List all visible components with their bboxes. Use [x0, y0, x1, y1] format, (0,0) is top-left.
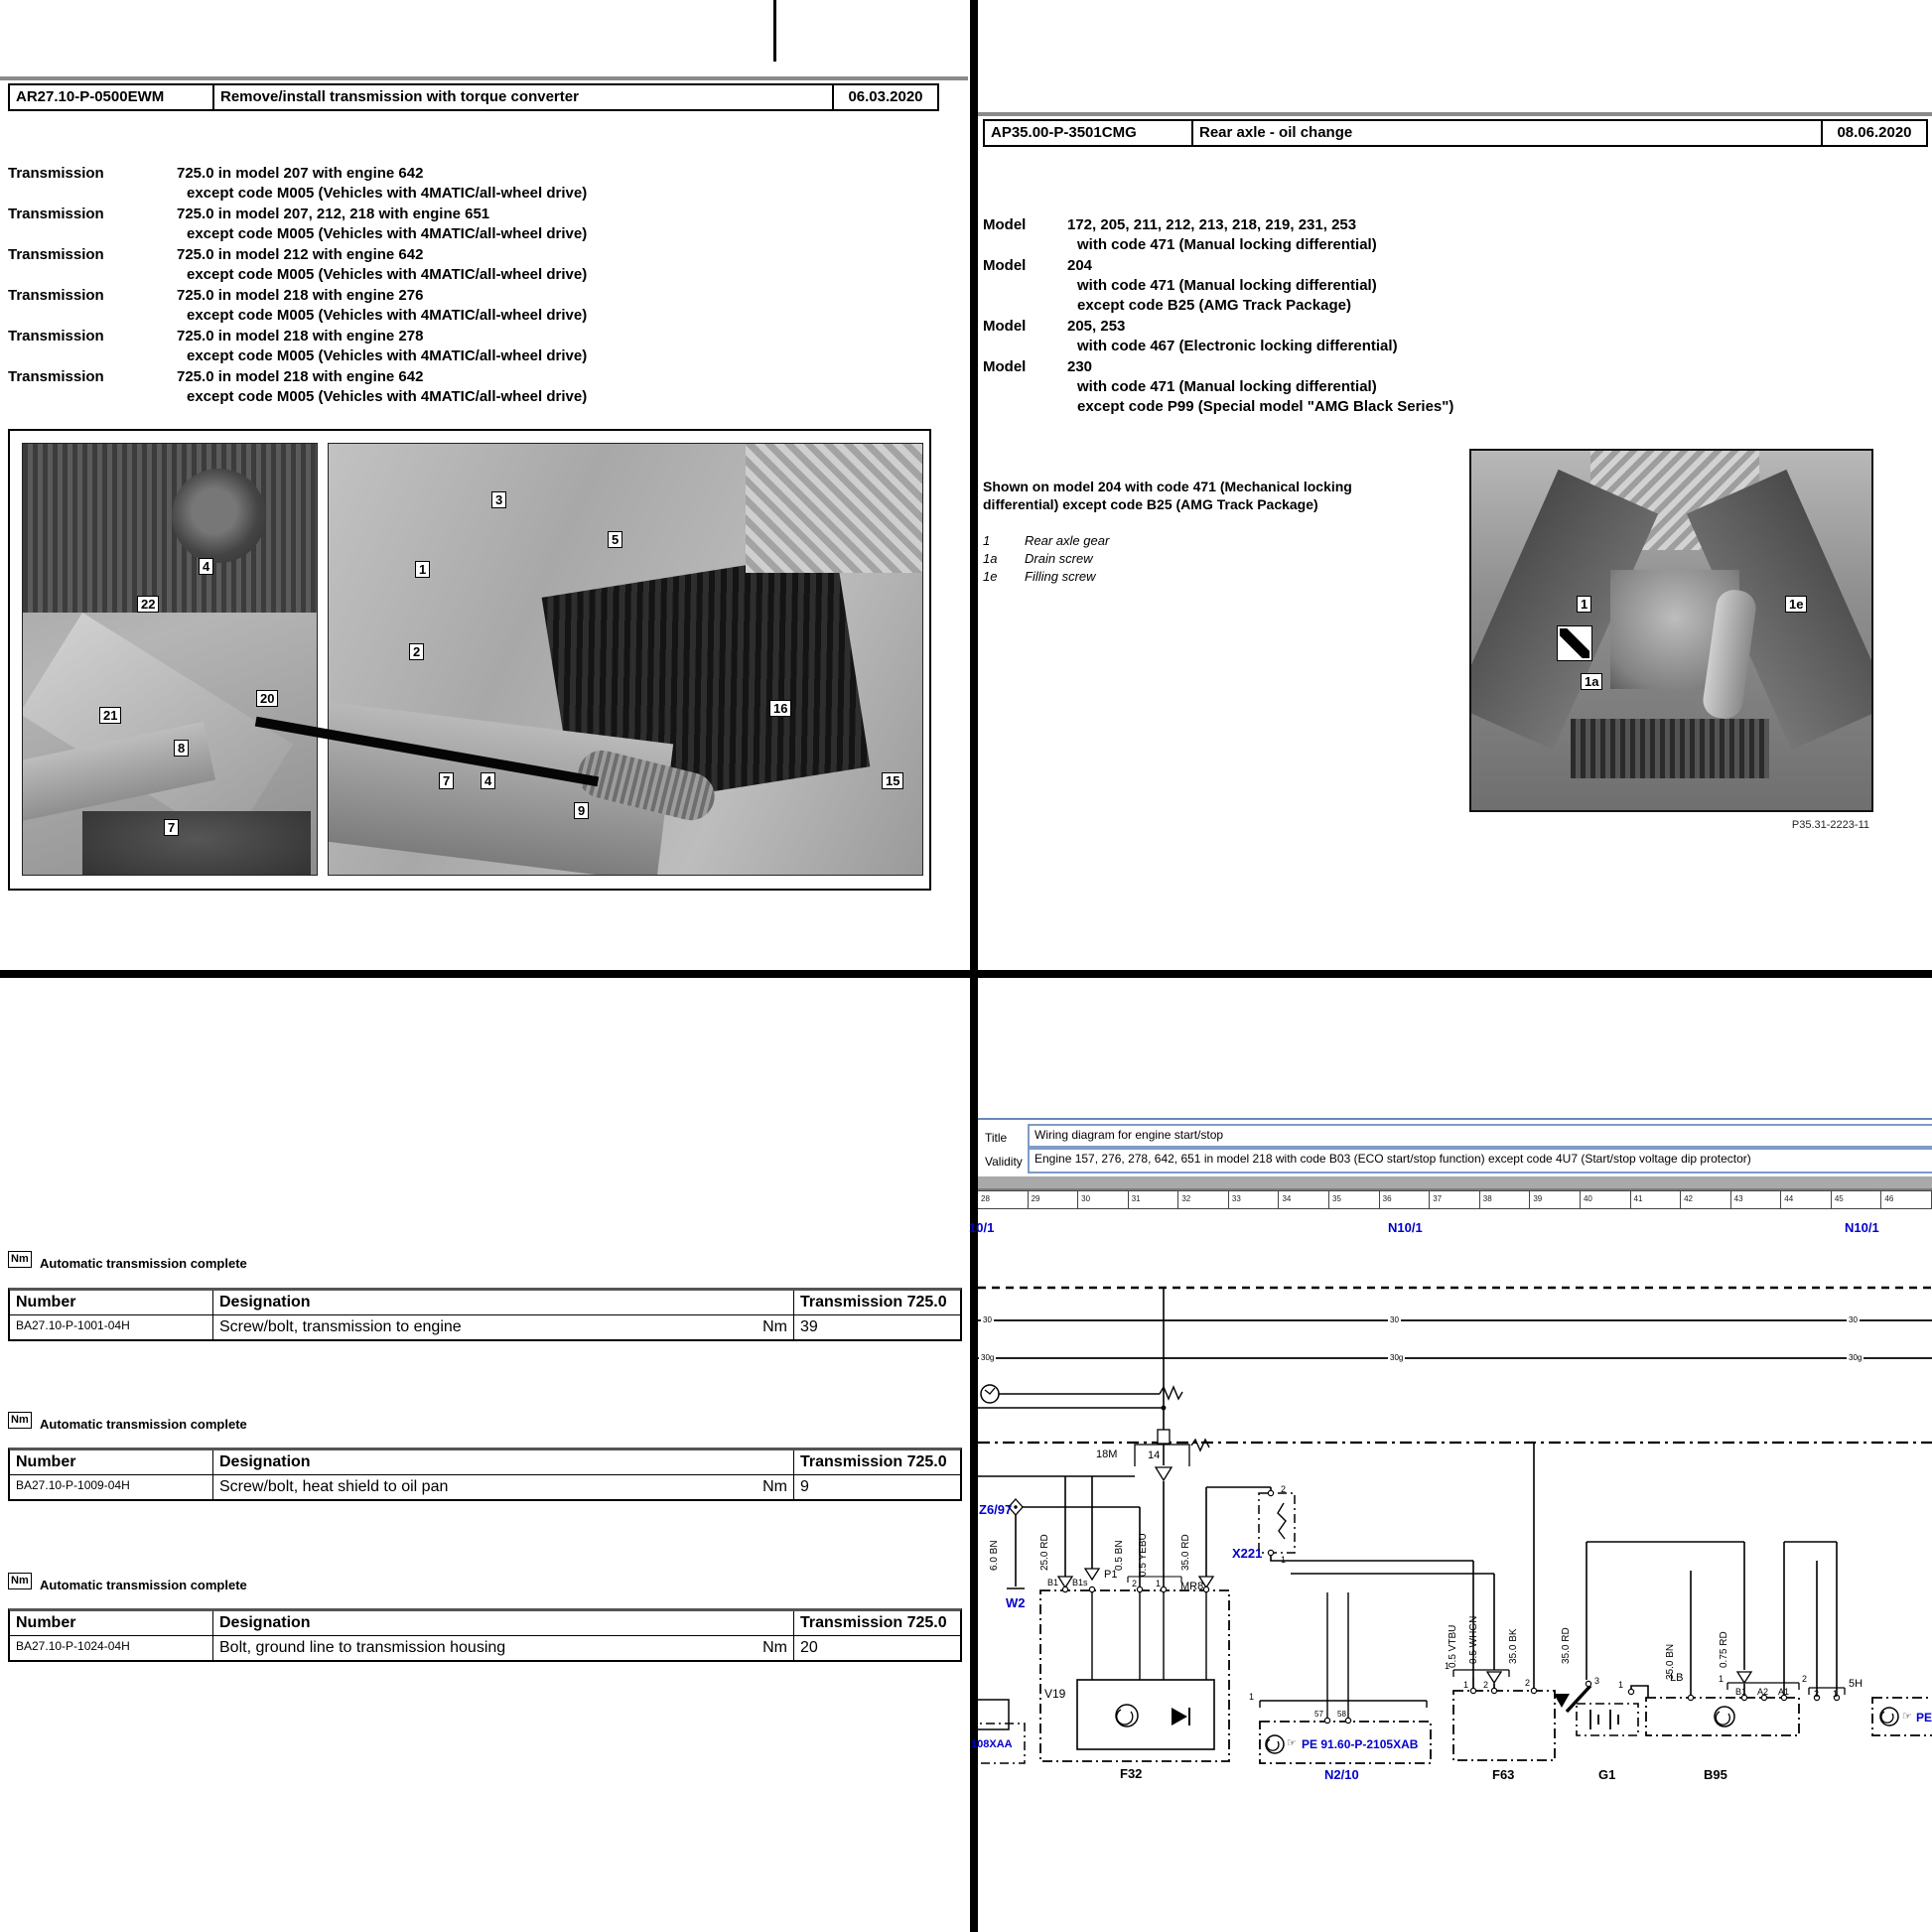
- torque-table: [8, 1608, 962, 1662]
- nm-unit-badge: Nm: [8, 1412, 32, 1429]
- photo-texture: [82, 811, 311, 876]
- reference-link-pe2[interactable]: PE: [1916, 1711, 1932, 1725]
- model-label: Model: [983, 358, 1027, 375]
- table-header-row: [10, 1291, 960, 1315]
- node-label-n101-mid: N10/1: [1388, 1220, 1423, 1235]
- callout: 7: [439, 772, 454, 789]
- legend-key: 1a: [983, 551, 998, 566]
- col-number: Number: [10, 1450, 213, 1475]
- pin-label: B1: [1735, 1687, 1747, 1697]
- cell-value: 9: [800, 1478, 809, 1495]
- ruler-tick: 40: [1581, 1191, 1631, 1208]
- col-number: Number: [10, 1291, 213, 1315]
- component-label-f63: F63: [1492, 1767, 1515, 1782]
- doc-title: Remove/install transmission with torque converter: [214, 85, 834, 109]
- component-label-b95: B95: [1704, 1767, 1727, 1782]
- pin-label-b1s: B1s: [1072, 1578, 1088, 1587]
- cell-value: 20: [800, 1639, 818, 1656]
- doc-date: 08.06.2020: [1837, 124, 1912, 141]
- callout: 9: [574, 802, 589, 819]
- ruler-tick: 37: [1430, 1191, 1480, 1208]
- model-label: Model: [983, 257, 1027, 274]
- pin-label: 3: [1594, 1676, 1600, 1686]
- col-designation: Designation: [213, 1611, 794, 1636]
- col-number: Number: [10, 1611, 213, 1636]
- cell-designation: [213, 1636, 794, 1660]
- validity-label: Validity: [985, 1155, 1023, 1169]
- bus-30g-label: 30g: [1849, 1353, 1863, 1362]
- callout: 7: [164, 819, 179, 836]
- pin-label-57: 57: [1314, 1710, 1323, 1719]
- spec-label: Transmission: [8, 165, 104, 182]
- pin-label-mr8: MR8: [1180, 1581, 1204, 1592]
- wire-label: 0.5 VTBU: [1448, 1624, 1458, 1668]
- wire-label: 35.0 RD: [1180, 1534, 1191, 1571]
- column-ruler: [978, 1190, 1932, 1209]
- q2-doc-header: [983, 119, 1928, 147]
- nm-unit-badge: Nm: [8, 1251, 32, 1268]
- callout: 4: [481, 772, 495, 789]
- pin-label-p1: P1: [1104, 1569, 1118, 1581]
- pin-label: A2: [1757, 1687, 1769, 1697]
- wire-label: 0.5 BN: [1114, 1540, 1125, 1571]
- spec-label: Transmission: [8, 206, 104, 222]
- pin-label: 1: [1463, 1680, 1469, 1690]
- model-sub: with code 471 (Manual locking differential): [1077, 378, 1377, 395]
- doc-date: 06.03.2020: [848, 88, 923, 105]
- spec-label: Transmission: [8, 368, 104, 385]
- component-label-w2: W2: [1006, 1595, 1026, 1610]
- photo-texture: [23, 444, 317, 613]
- q4-top-rule: [978, 1118, 1932, 1120]
- torque-table: [8, 1448, 962, 1501]
- model-sub: except code B25 (AMG Track Package): [1077, 297, 1351, 314]
- cell-number: BA27.10-P-1001-04H: [10, 1315, 213, 1339]
- node-label-n101-right: N10/1: [1845, 1220, 1879, 1235]
- pin-label-lb: LB: [1670, 1672, 1684, 1684]
- callout: 4: [199, 558, 213, 575]
- spec-label: Transmission: [8, 246, 104, 263]
- component-label-n210: N2/10: [1324, 1767, 1359, 1782]
- bus-30-label: 30: [983, 1315, 992, 1324]
- spec-value: 725.0 in model 212 with engine 642: [177, 246, 424, 263]
- wire-label: 0.5 WHGN: [1468, 1615, 1479, 1664]
- pointer-icon: ☞: [1287, 1737, 1297, 1749]
- q1-photo-left: [22, 443, 318, 876]
- schematic-lines: [978, 1213, 1932, 1932]
- designation-text: Screw/bolt, heat shield to oil pan: [219, 1478, 449, 1495]
- bracket-label: 1: [1445, 1661, 1450, 1671]
- ruler-tick: 41: [1631, 1191, 1682, 1208]
- callout: 8: [174, 740, 189, 757]
- bus-30-label: 30: [1390, 1315, 1399, 1324]
- ruler-tick: 36: [1380, 1191, 1431, 1208]
- pin-label: 2: [1483, 1680, 1489, 1690]
- component-label-g1: G1: [1598, 1767, 1616, 1782]
- ruler-tick: 30: [1078, 1191, 1129, 1208]
- cell-designation: [213, 1315, 794, 1339]
- model-sub: with code 467 (Electronic locking differential): [1077, 338, 1398, 354]
- nm-unit-badge: Nm: [8, 1573, 32, 1589]
- table-header-row: [10, 1450, 960, 1475]
- col-transmission: Transmission 725.0: [794, 1611, 960, 1636]
- title-label: Title: [985, 1131, 1008, 1145]
- top-page-edge-line: [773, 0, 776, 62]
- ruler-tick: 33: [1229, 1191, 1280, 1208]
- spec-value: 725.0 in model 218 with engine 276: [177, 287, 424, 304]
- callout: 2: [409, 643, 424, 660]
- title-input[interactable]: Wiring diagram for engine start/stop: [1028, 1124, 1932, 1148]
- pin-label: 1: [1833, 1689, 1839, 1699]
- callout: 1e: [1785, 596, 1807, 613]
- designation-text: Screw/bolt, transmission to engine: [219, 1318, 462, 1335]
- ruler-tick: 43: [1731, 1191, 1782, 1208]
- model-value: 230: [1067, 358, 1093, 375]
- callout: 15: [882, 772, 903, 789]
- photo-texture: [746, 444, 923, 573]
- bus-30g-label: 30g: [981, 1353, 995, 1362]
- col-transmission: Transmission 725.0: [794, 1450, 960, 1475]
- q2-top-rule: [978, 112, 1932, 116]
- fuse-label-14: 14: [1148, 1449, 1161, 1461]
- section-title: Automatic transmission complete: [40, 1578, 247, 1592]
- spec-except: except code M005 (Vehicles with 4MATIC/all-wheel drive): [187, 388, 588, 405]
- spec-value: 725.0 in model 207 with engine 642: [177, 165, 424, 182]
- component-label-v19: V19: [1044, 1687, 1066, 1701]
- callout: 1: [415, 561, 430, 578]
- ruler-tick: 31: [1129, 1191, 1179, 1208]
- photo-texture: [1571, 719, 1769, 778]
- callout: 5: [608, 531, 622, 548]
- vertical-divider: [970, 0, 978, 1932]
- ruler-tick: 42: [1681, 1191, 1731, 1208]
- q1-top-rule: [0, 76, 968, 80]
- component-label-f32: F32: [1120, 1766, 1143, 1781]
- pointer-icon: ☞: [1902, 1711, 1912, 1723]
- col-transmission: Transmission 725.0: [794, 1291, 960, 1315]
- wire-label: 0.75 RD: [1719, 1631, 1729, 1668]
- legend-desc: Drain screw: [1025, 551, 1093, 566]
- callout: 16: [769, 700, 791, 717]
- unit-text: Nm: [762, 1318, 787, 1335]
- table-header-row: [10, 1611, 960, 1636]
- torque-table: [8, 1288, 962, 1341]
- bracket-label: 2: [1802, 1674, 1808, 1684]
- ruler-tick: 44: [1781, 1191, 1832, 1208]
- bracket-label: 1: [1719, 1674, 1725, 1684]
- model-value: 172, 205, 211, 212, 213, 218, 219, 231, 253: [1067, 216, 1357, 233]
- wire-label: 6.0 BN: [989, 1540, 1000, 1571]
- callout: 3: [491, 491, 506, 508]
- spec-label: Transmission: [8, 328, 104, 345]
- bracket-label: 1: [1249, 1692, 1255, 1702]
- model-value: 205, 253: [1067, 318, 1126, 335]
- cell-number: BA27.10-P-1024-04H: [10, 1636, 213, 1660]
- spec-except: except code M005 (Vehicles with 4MATIC/all-wheel drive): [187, 266, 588, 283]
- pin-label-b1: B1: [1047, 1578, 1059, 1587]
- horizontal-divider: [0, 970, 1932, 978]
- wrench-icon-glyph: [1560, 628, 1589, 658]
- table-row: [10, 1475, 960, 1499]
- scrollbar-track[interactable]: [978, 1176, 1932, 1190]
- col-designation: Designation: [213, 1450, 794, 1475]
- wire-label: 35.0 BN: [1665, 1643, 1676, 1680]
- model-sub: with code 471 (Manual locking differential): [1077, 277, 1377, 294]
- ruler-tick: 32: [1178, 1191, 1229, 1208]
- ruler-tick: 28: [978, 1191, 1029, 1208]
- connector-label-108xaa: 108XAA: [971, 1738, 1013, 1750]
- table-row: [10, 1315, 960, 1339]
- ruler-tick: 45: [1832, 1191, 1882, 1208]
- model-value: 204: [1067, 257, 1093, 274]
- shown-on-text: Shown on model 204 with code 471 (Mechanical locking: [983, 479, 1352, 494]
- q1-doc-header: [8, 83, 939, 111]
- ruler-tick: 34: [1279, 1191, 1329, 1208]
- pin-label: 2: [1814, 1689, 1820, 1699]
- component-label-5h: 5H: [1849, 1678, 1863, 1690]
- ruler-tick: 39: [1530, 1191, 1581, 1208]
- pin-label: 2: [1525, 1678, 1531, 1688]
- callout: 1a: [1581, 673, 1602, 690]
- wire-label: 35.0 RD: [1561, 1627, 1572, 1664]
- wire-label: 0.5 YEBU: [1138, 1533, 1149, 1577]
- ruler-tick: 29: [1029, 1191, 1079, 1208]
- cell-number: BA27.10-P-1009-04H: [10, 1475, 213, 1499]
- cell-value: 39: [800, 1318, 818, 1335]
- shown-on-text: differential) except code B25 (AMG Track Package): [983, 496, 1318, 512]
- component-label-18m: 18M: [1096, 1449, 1118, 1460]
- component-label-z697: Z6/97: [979, 1502, 1013, 1517]
- component-label-x221: X221: [1232, 1546, 1263, 1561]
- pin-label: 1: [1281, 1555, 1287, 1565]
- designation-text: Bolt, ground line to transmission housing: [219, 1639, 506, 1656]
- pin-label: 1: [1156, 1579, 1162, 1588]
- legend-key: 1: [983, 533, 991, 548]
- validity-input[interactable]: Engine 157, 276, 278, 642, 651 in model 218 with code B03 (ECO start/stop function) except code 4U7 (Start/stop voltage dip protector): [1028, 1148, 1932, 1173]
- section-title: Automatic transmission complete: [40, 1417, 247, 1432]
- model-label: Model: [983, 318, 1027, 335]
- spec-except: except code M005 (Vehicles with 4MATIC/all-wheel drive): [187, 347, 588, 364]
- pin-label: 2: [1132, 1579, 1138, 1588]
- table-row: [10, 1636, 960, 1660]
- unit-text: Nm: [762, 1478, 787, 1495]
- unit-text: Nm: [762, 1639, 787, 1656]
- reference-link-pe[interactable]: PE 91.60-P-2105XAB: [1302, 1737, 1419, 1751]
- pin-label: 2: [1281, 1484, 1287, 1494]
- col-designation: Designation: [213, 1291, 794, 1315]
- pin-label: 1: [1618, 1680, 1624, 1690]
- photo-caption: P35.31-2223-11: [1791, 819, 1869, 831]
- doc-title: Rear axle - oil change: [1193, 121, 1823, 145]
- model-sub: with code 471 (Manual locking differential): [1077, 236, 1377, 253]
- spec-except: except code M005 (Vehicles with 4MATIC/all-wheel drive): [187, 225, 588, 242]
- bus-30-label: 30: [1849, 1315, 1858, 1324]
- ruler-tick: 46: [1881, 1191, 1932, 1208]
- bus-30g-label: 30g: [1390, 1353, 1404, 1362]
- cell-designation: [213, 1475, 794, 1499]
- legend-key: 1e: [983, 569, 998, 584]
- callout: 22: [137, 596, 159, 613]
- spec-value: 725.0 in model 218 with engine 278: [177, 328, 424, 345]
- ruler-tick: 38: [1480, 1191, 1531, 1208]
- q2-photo: [1469, 449, 1873, 812]
- model-label: Model: [983, 216, 1027, 233]
- model-sub: except code P99 (Special model "AMG Black Series"): [1077, 398, 1454, 415]
- wire-label: 35.0 BK: [1508, 1628, 1519, 1664]
- callout: 1: [1577, 596, 1591, 613]
- section-title: Automatic transmission complete: [40, 1256, 247, 1271]
- legend-desc: Rear axle gear: [1025, 533, 1110, 548]
- photo-texture: [172, 469, 266, 563]
- callout: 20: [256, 690, 278, 707]
- callout: 21: [99, 707, 121, 724]
- doc-code: AR27.10-P-0500EWM: [10, 85, 214, 109]
- spec-label: Transmission: [8, 287, 104, 304]
- wrench-icon: [1557, 625, 1592, 661]
- pin-label-58: 58: [1337, 1710, 1346, 1719]
- doc-code: AP35.00-P-3501CMG: [985, 121, 1193, 145]
- node-label-n101-left: 10/1: [969, 1220, 995, 1235]
- wire-label: 25.0 RD: [1039, 1534, 1050, 1571]
- pin-label: A1: [1778, 1687, 1790, 1697]
- spec-except: except code M005 (Vehicles with 4MATIC/all-wheel drive): [187, 307, 588, 324]
- ruler-tick: 35: [1329, 1191, 1380, 1208]
- spec-value: 725.0 in model 207, 212, 218 with engine 651: [177, 206, 490, 222]
- spec-except: except code M005 (Vehicles with 4MATIC/all-wheel drive): [187, 185, 588, 202]
- legend-desc: Filling screw: [1025, 569, 1096, 584]
- spec-value: 725.0 in model 218 with engine 642: [177, 368, 424, 385]
